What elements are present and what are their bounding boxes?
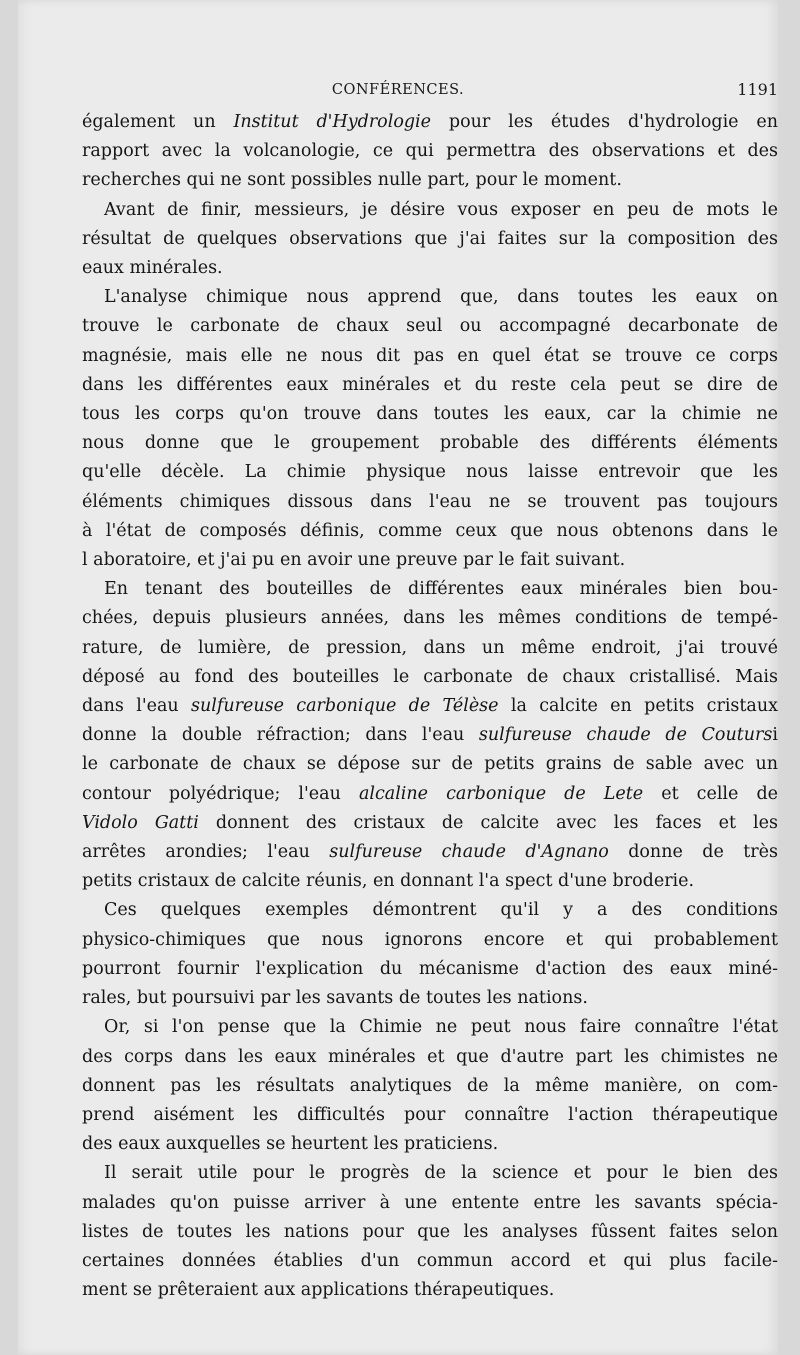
text-run: petits cristaux de calcite réunis, en donnant l'a spect d'une broderie. — [82, 871, 695, 892]
page-number: 1191 — [737, 80, 778, 99]
text-line — [82, 634, 778, 663]
text-run: des eaux auxquelles se heurtent les praticiens. — [82, 1134, 499, 1155]
text-run: qu'elle décèle. La chimie physique nous laisse entrevoir que les — [82, 462, 778, 483]
italic-text: sulfureuse chaude d'Agnano — [329, 842, 609, 863]
text-run: l aboratoire, et j'ai pu en avoir une preuve par le fait suivant. — [82, 550, 626, 571]
text-run: à l'état de composés définis, comme ceux que nous obtenons dans le — [82, 520, 778, 541]
text-run: Avant de finir, messieurs, je désire vous exposer en peu de mots le — [104, 199, 778, 220]
text-run: magnésie, mais elle ne nous dit pas en quel état se trouve ce corps — [82, 345, 778, 366]
text-line — [82, 955, 778, 984]
text-run: Or, si l'on pense que la Chimie ne peut nous faire connaître l'état — [104, 1017, 778, 1038]
paragraph — [82, 196, 778, 284]
text-line — [82, 663, 778, 692]
text-run: eaux minérales. — [82, 258, 223, 279]
text-run: déposé au fond des bouteilles le carbonate de chaux cristallisé. Mais — [82, 666, 778, 687]
page-header — [18, 78, 778, 102]
text-run: recherches qui ne sont possibles nulle part, pour le moment. — [82, 170, 622, 191]
text-line — [82, 108, 778, 137]
text-line — [82, 312, 778, 341]
text-line — [82, 809, 778, 838]
text-run: malades qu'on puisse arriver à une entente entre les savants spécia- — [82, 1192, 778, 1213]
text-line — [82, 1247, 778, 1276]
text-line — [82, 1189, 778, 1218]
text-line — [82, 1101, 778, 1130]
text-line — [82, 780, 778, 809]
italic-text: Institut d'Hydrologie — [233, 112, 432, 132]
italic-text: Vidolo Gatti — [82, 812, 199, 833]
body-text — [82, 108, 778, 1305]
text-line — [82, 838, 778, 867]
text-line — [82, 721, 778, 750]
text-line — [82, 225, 778, 254]
text-run: rature, de lumière, de pression, dans un même endroit, j'ai trouvé — [82, 637, 778, 658]
text-run: pour les études d'hydrologie en — [431, 112, 779, 132]
text-run: éléments chimiques dissous dans l'eau ne se trouvent pas toujours — [82, 491, 778, 512]
text-line — [82, 429, 778, 458]
text-line — [82, 1276, 778, 1305]
text-run: donne la double réfraction; dans l'eau — [82, 725, 479, 746]
paragraph — [82, 1159, 778, 1305]
text-line — [82, 1218, 778, 1247]
paragraph — [82, 283, 778, 575]
text-line — [82, 488, 778, 517]
text-run: la calcite en petits cristaux — [498, 696, 779, 717]
text-line — [82, 1072, 778, 1101]
text-run: donnent pas les résultats analytiques de la même manière, on com- — [82, 1075, 778, 1096]
running-head: CONFÉRENCES. — [331, 82, 465, 98]
text-run: Ces quelques exemples démontrent qu'il y a des conditions — [104, 900, 778, 921]
text-run: contour polyédrique; l'eau — [82, 783, 359, 804]
text-line — [82, 400, 778, 429]
text-line — [82, 137, 778, 166]
text-run: ment se prêteraient aux applications thérapeutiques. — [82, 1280, 555, 1301]
text-run: rales, but poursuivi par les savants de toutes les nations. — [82, 988, 588, 1009]
text-line — [82, 604, 778, 633]
text-line — [82, 342, 778, 371]
text-line — [82, 750, 778, 779]
text-run: rapport avec la volcanologie, ce qui permettra des observations et des — [82, 141, 778, 162]
text-line — [82, 984, 778, 1013]
paragraph — [82, 108, 778, 196]
paragraph — [82, 896, 778, 1013]
text-run: arrêtes arondies; l'eau — [82, 842, 330, 863]
text-line — [82, 1013, 778, 1042]
text-run: trouve le carbonate de chaux seul ou accompagné decarbonate de — [82, 316, 778, 337]
text-run: et celle de — [643, 783, 779, 804]
text-line — [82, 371, 778, 400]
text-run: certaines données établies d'un commun accord et qui plus facile- — [82, 1250, 778, 1271]
text-run: physico-chimiques que nous ignorons encore et qui probablement — [82, 929, 778, 950]
text-line — [82, 283, 778, 312]
paragraph — [82, 575, 778, 896]
text-run: dans les différentes eaux minérales et du reste cela peut se dire de — [82, 374, 778, 395]
text-run: i — [772, 725, 778, 746]
text-run: résultat de quelques observations que j'ai faites sur la composition des — [82, 228, 778, 249]
text-line — [82, 1043, 778, 1072]
text-run: également un — [82, 112, 234, 132]
text-run: pourront fournir l'explication du mécanisme d'action des eaux miné- — [82, 958, 778, 979]
italic-text: alcaline carbonique de Lete — [358, 783, 644, 804]
italic-text: sulfureuse chaude de Couturs — [478, 725, 773, 746]
text-run: L'analyse chimique nous apprend que, dans toutes les eaux on — [104, 287, 778, 308]
text-line — [82, 1130, 778, 1159]
text-run: chées, depuis plusieurs années, dans les mêmes conditions de tempé- — [82, 608, 778, 629]
text-line — [82, 896, 778, 925]
text-line — [82, 867, 778, 896]
text-line — [82, 926, 778, 955]
text-run: des corps dans les eaux minérales et que d'autre part les chimistes ne — [82, 1046, 778, 1067]
italic-text: sulfureuse carbonique de Télèse — [191, 696, 499, 717]
text-line — [82, 166, 778, 195]
text-run: donne de très — [608, 842, 778, 863]
text-run: listes de toutes les nations pour que les analyses fûssent faites selon — [82, 1221, 778, 1242]
text-run: donnent des cristaux de calcite avec les faces et les — [198, 812, 778, 833]
text-line — [82, 692, 778, 721]
text-line — [82, 546, 778, 575]
text-run: nous donne que le groupement probable des différents éléments — [82, 433, 778, 454]
text-line — [82, 1159, 778, 1188]
text-line — [82, 196, 778, 225]
text-line — [82, 517, 778, 546]
text-run: tous les corps qu'on trouve dans toutes les eaux, car la chimie ne — [82, 404, 778, 425]
book-page — [18, 0, 778, 1355]
text-run: En tenant des bouteilles de différentes eaux minérales bien bou- — [104, 579, 778, 600]
text-run: prend aisément les difficultés pour connaître l'action thérapeutique — [82, 1104, 778, 1125]
paragraph — [82, 1013, 778, 1159]
text-run: Il serait utile pour le progrès de la science et pour le bien des — [104, 1163, 778, 1184]
text-run: le carbonate de chaux se dépose sur de petits grains de sable avec un — [82, 754, 778, 775]
text-line — [82, 575, 778, 604]
text-line — [82, 254, 778, 283]
text-line — [82, 458, 778, 487]
text-run: dans l'eau — [82, 696, 192, 717]
